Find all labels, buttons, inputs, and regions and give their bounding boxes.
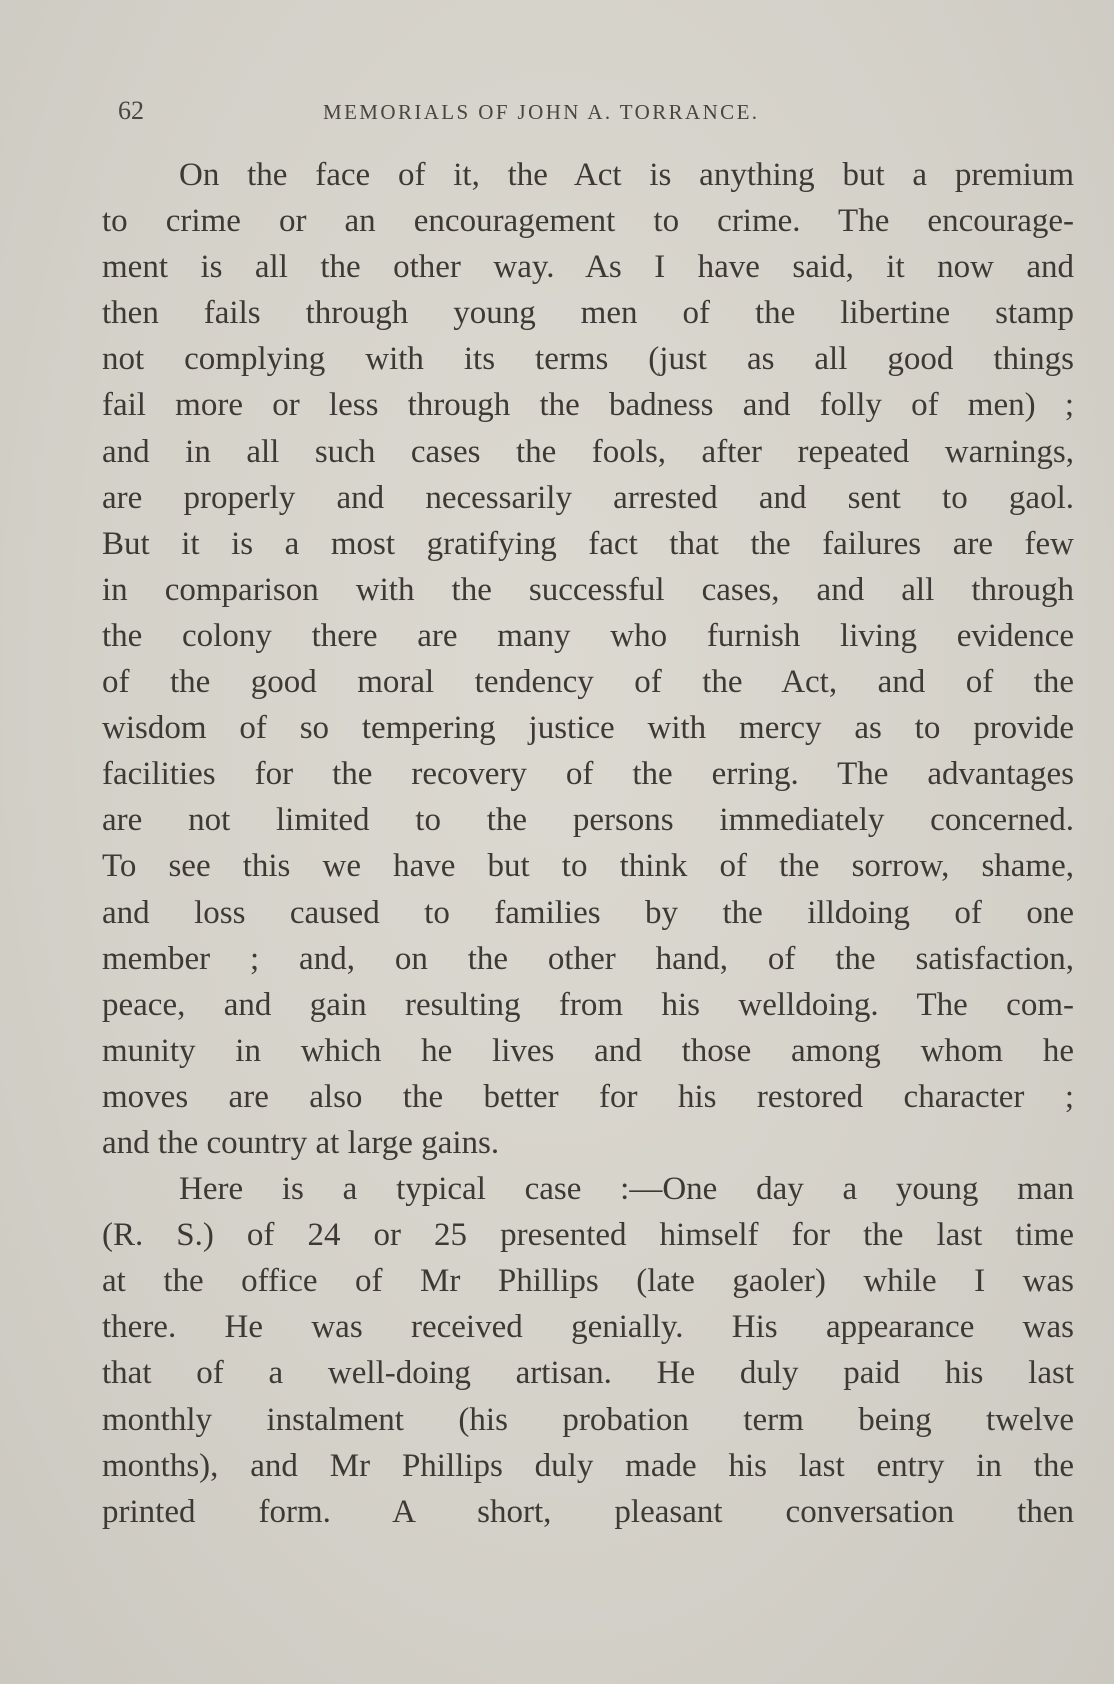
- text-line: not complying with its terms (just as all good things: [102, 341, 1074, 378]
- text-line: and the country at large gains.: [102, 1124, 500, 1161]
- text-line: But it is a most gratifying fact that the failures are few: [102, 525, 1074, 562]
- paragraph-2: [102, 1166, 1074, 1535]
- text-line: and in all such cases the fools, after repeated warnings,: [102, 433, 1074, 470]
- text-line: peace, and gain resulting from his welldoing. The com-: [102, 986, 1074, 1023]
- text-line: of the good moral tendency of the Act, and of the: [102, 664, 1074, 701]
- page-number: 62: [118, 96, 144, 125]
- text-line: in comparison with the successful cases, and all through: [102, 571, 1074, 608]
- text-line: On the face of it, the Act is anything but a premium: [179, 157, 1074, 193]
- text-line: to crime or an encouragement to crime. The encourage-: [102, 203, 1074, 240]
- text-line: Here is a typical case :—One day a young man: [179, 1171, 1074, 1208]
- text-line: ment is all the other way. As I have said, it now and: [102, 249, 1074, 286]
- text-line: monthly instalment (his probation term being twelve: [102, 1401, 1074, 1438]
- text-line: that of a well-doing artisan. He duly paid his last: [102, 1355, 1074, 1392]
- text-line: member ; and, on the other hand, of the satisfaction,: [102, 940, 1074, 977]
- text-line: facilities for the recovery of the erring. The advantages: [102, 756, 1074, 793]
- text-line: (R. S.) of 24 or 25 presented himself for the last time: [102, 1217, 1074, 1254]
- text-line: fail more or less through the badness and folly of men) ;: [102, 387, 1074, 424]
- paragraph-1: [102, 152, 1074, 1166]
- text-line: months), and Mr Phillips duly made his last entry in the: [102, 1447, 1074, 1484]
- text-line: there. He was received genially. His appearance was: [102, 1309, 1074, 1346]
- text-line: are properly and necessarily arrested and sent to gaol.: [102, 479, 1074, 516]
- text-line: are not limited to the persons immediately concerned.: [102, 802, 1074, 839]
- text-line: moves are also the better for his restored character ;: [102, 1078, 1074, 1115]
- text-line: To see this we have but to think of the sorrow, shame,: [102, 848, 1074, 885]
- body-text: [102, 152, 1074, 1535]
- text-line: munity in which he lives and those among whom he: [102, 1032, 1074, 1069]
- text-line: and loss caused to families by the illdoing of one: [102, 894, 1074, 931]
- text-line: the colony there are many who furnish living evidence: [102, 617, 1074, 654]
- text-line: printed form. A short, pleasant conversation then: [102, 1493, 1074, 1530]
- text-line: at the office of Mr Phillips (late gaoler) while I was: [102, 1263, 1074, 1300]
- running-head: MEMORIALS OF JOHN A. TORRANCE.: [323, 100, 760, 124]
- text-line: wisdom of so tempering justice with mercy as to provide: [102, 710, 1074, 747]
- page-header: [118, 96, 1060, 136]
- text-line: then fails through young men of the libertine stamp: [102, 295, 1074, 332]
